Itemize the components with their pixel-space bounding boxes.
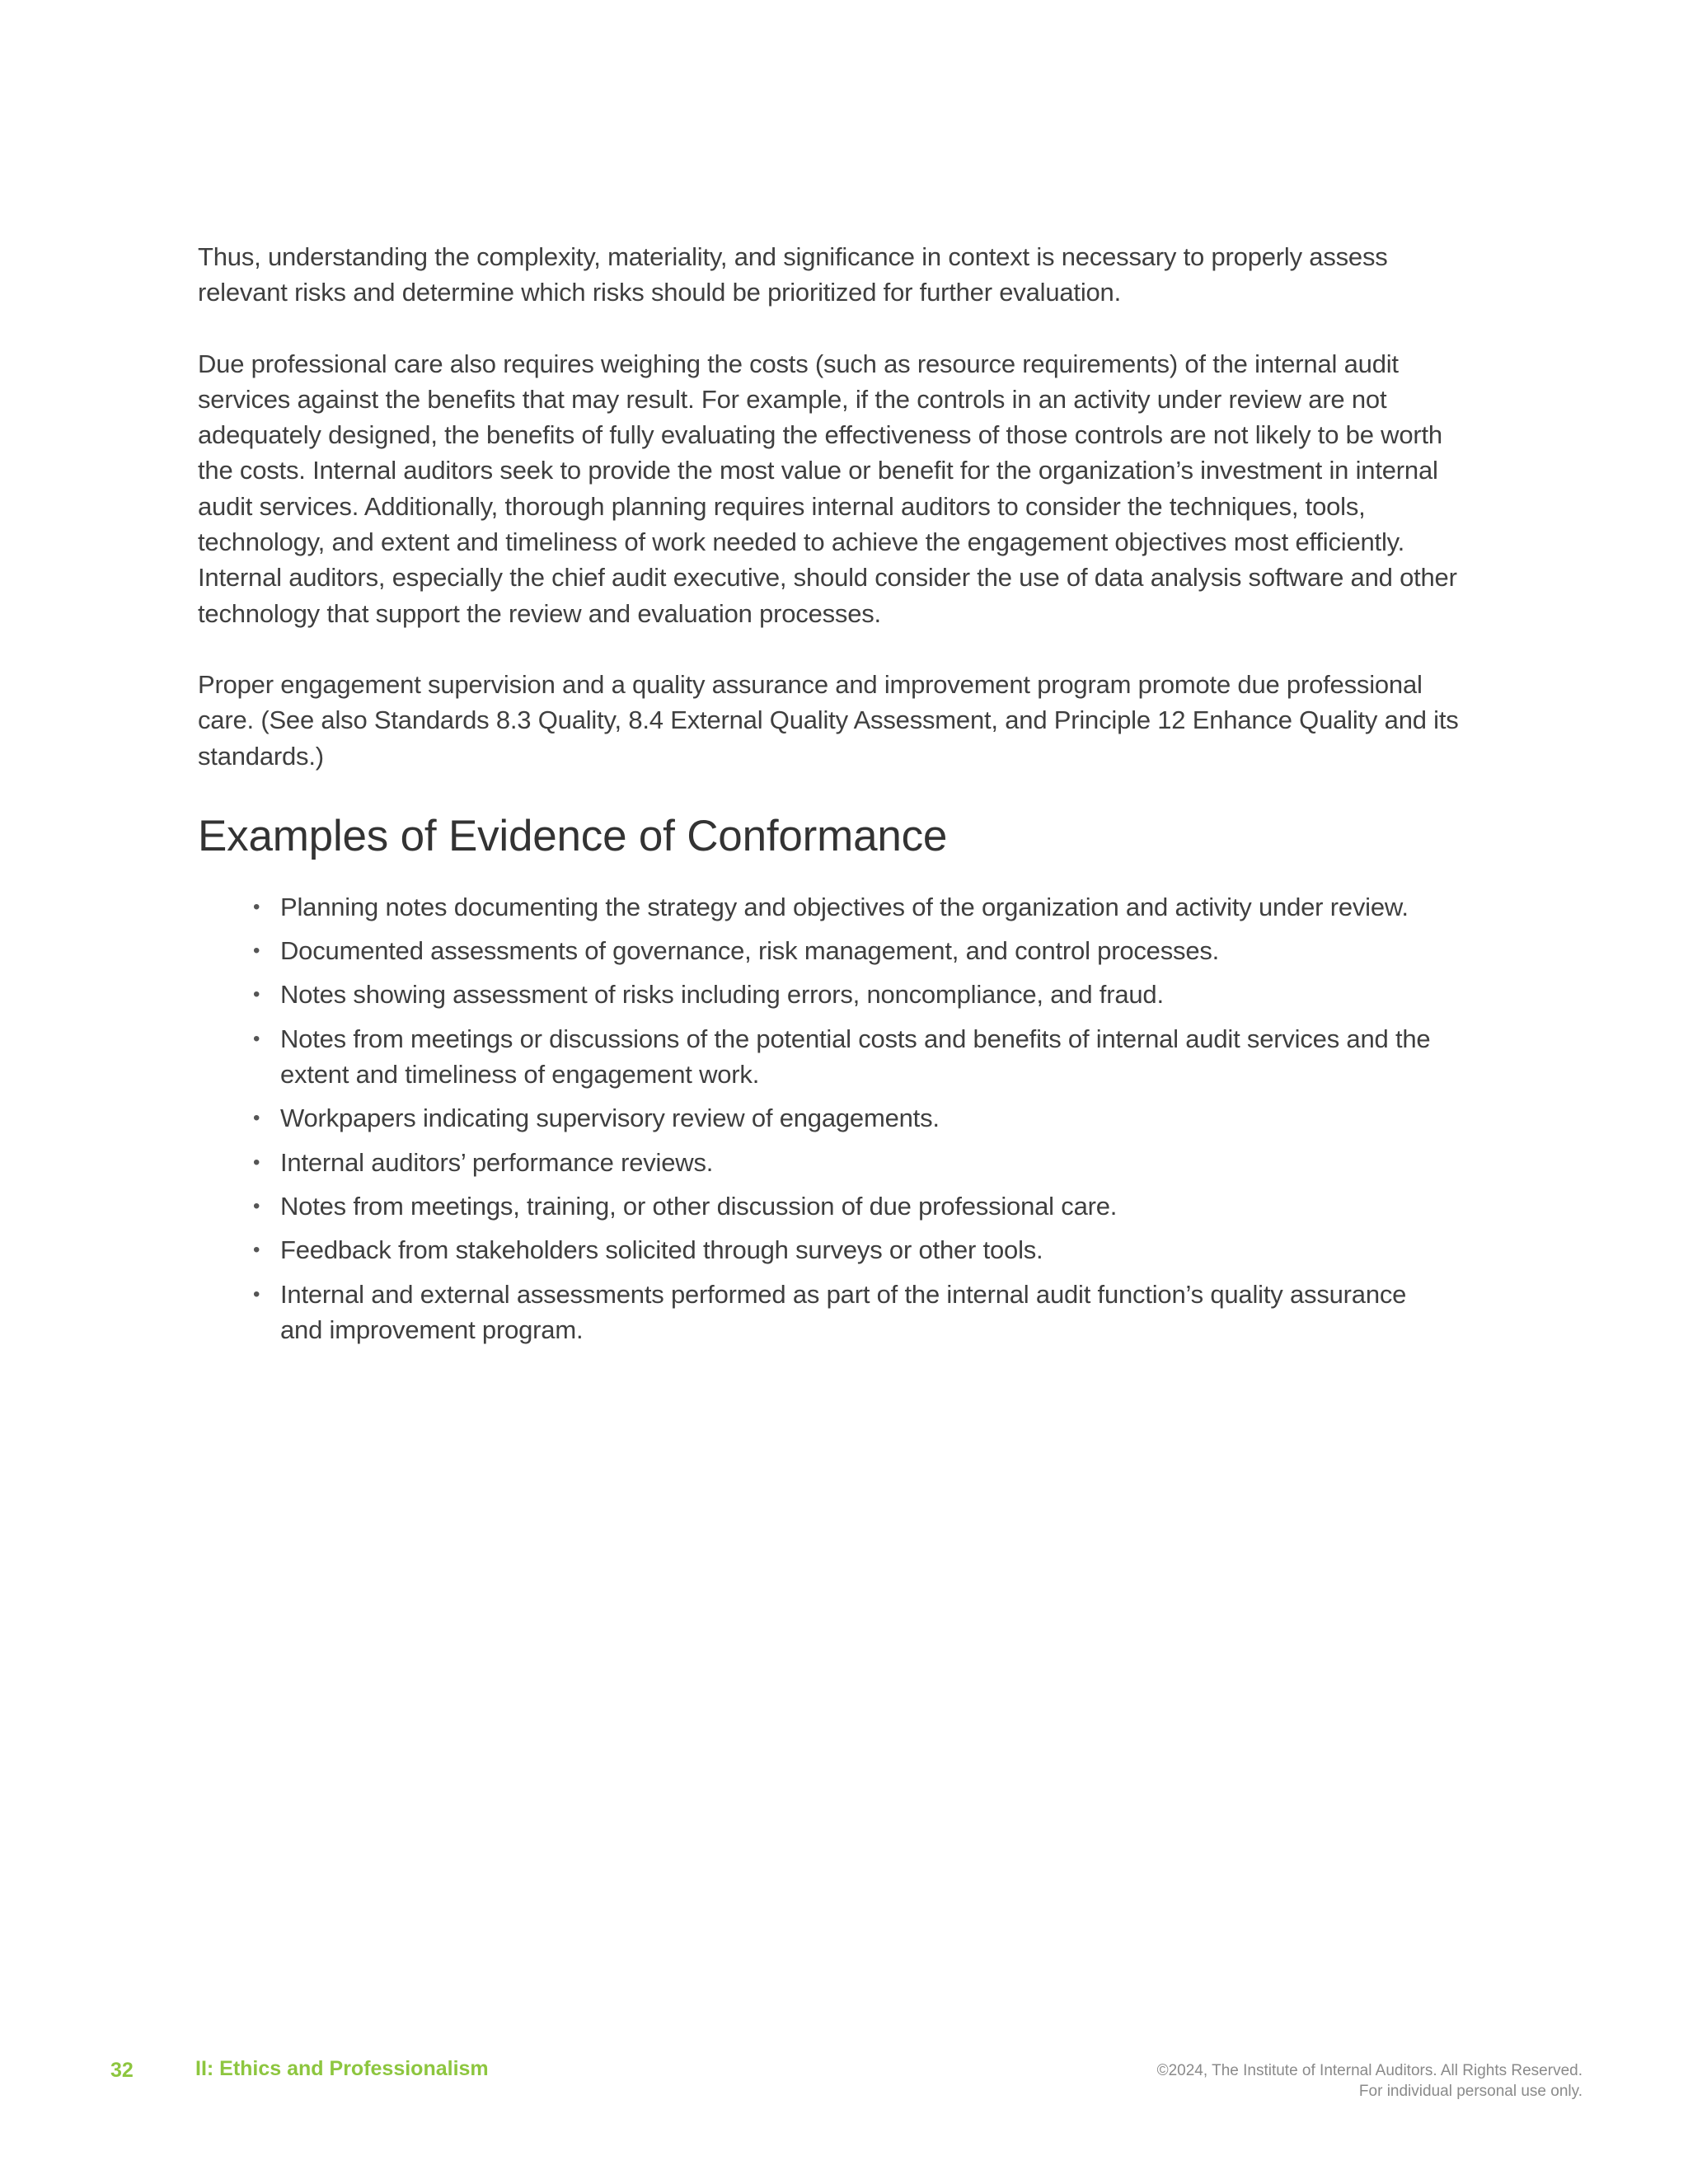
list-item	[253, 1188, 1451, 1224]
page-number: 32	[110, 2059, 134, 2082]
list-item-text: Planning notes documenting the strategy and objectives of the organization and activity under review.	[280, 892, 1409, 921]
bullet-icon: •	[253, 1194, 260, 1217]
list-item	[253, 933, 1451, 968]
list-item	[253, 1021, 1451, 1093]
bullet-icon: •	[253, 983, 260, 1006]
section-heading: Examples of Evidence of Conformance	[198, 811, 948, 860]
footer-copyright	[1157, 2060, 1582, 2102]
list-item	[253, 1232, 1451, 1268]
bullet-icon: •	[253, 1107, 260, 1130]
usage-notice: For individual personal use only.	[1358, 2083, 1582, 2100]
list-item	[253, 1277, 1451, 1348]
bullet-icon: •	[253, 1027, 260, 1050]
copyright-line: ©2024, The Institute of Internal Auditors. All Rights Reserved.	[1156, 2062, 1582, 2079]
list-item-text: Notes from meetings, training, or other discussion of due professional care.	[280, 1191, 1118, 1221]
list-item-text: Workpapers indicating supervisory review of engagements.	[280, 1104, 940, 1133]
page-content	[198, 239, 1467, 1356]
body-paragraph: Proper engagement supervision and a quality assurance and improvement program promote due professional care. (See also Standards 8.3 Quality, 8.4 External Quality Assessment, and Principle 12 Enhance Quality and its standards.)	[198, 669, 1459, 771]
list-item	[253, 1145, 1451, 1180]
body-paragraph: Thus, understanding the complexity, materiality, and significance in context is necessary to properly assess relevant risks and determine which risks should be prioritized for further evaluation.	[198, 242, 1388, 307]
bullet-icon: •	[253, 940, 260, 963]
list-item-text: Internal auditors’ performance reviews.	[280, 1147, 714, 1177]
list-item-text: Documented assessments of governance, risk management, and control processes.	[280, 936, 1220, 966]
list-item-text: Notes showing assessment of risks including errors, noncompliance, and fraud.	[280, 980, 1164, 1010]
list-item-text: Feedback from stakeholders solicited through surveys or other tools.	[280, 1235, 1043, 1265]
list-item-text: Internal and external assessments performed as part of the internal audit function’s quality assurance and improvement program.	[280, 1279, 1407, 1344]
bullet-icon: •	[253, 1151, 260, 1174]
list-item	[253, 1100, 1451, 1136]
evidence-list	[198, 889, 1451, 1347]
bullet-icon: •	[253, 895, 260, 918]
list-item	[253, 889, 1451, 925]
bullet-icon: •	[253, 1282, 260, 1305]
bullet-icon: •	[253, 1239, 260, 1262]
body-paragraph: Due professional care also requires weighing the costs (such as resource requirements) of the internal audit services against the benefits that may result. For example, if the controls in an activity under review are not adequately designed, the benefits of fully evaluating the effectiveness of those controls are not likely to be worth the costs. Internal auditors seek to provide the most value or benefit for the organization’s investment in internal audit services. Additionally, thorough planning requires internal auditors to consider the techniques, tools, technology, and extent and timeliness of work needed to achieve the engagement objectives most efficiently. Internal auditors, especially the chief audit executive, should consider the use of data analysis software and other technology that support the review and evaluation processes.	[198, 349, 1457, 628]
list-item-text: Notes from meetings or discussions of the potential costs and benefits of internal audit services and the extent and timeliness of engagement work.	[280, 1024, 1431, 1090]
list-item	[253, 977, 1451, 1012]
footer-section-title: II: Ethics and Professionalism	[195, 2057, 489, 2080]
